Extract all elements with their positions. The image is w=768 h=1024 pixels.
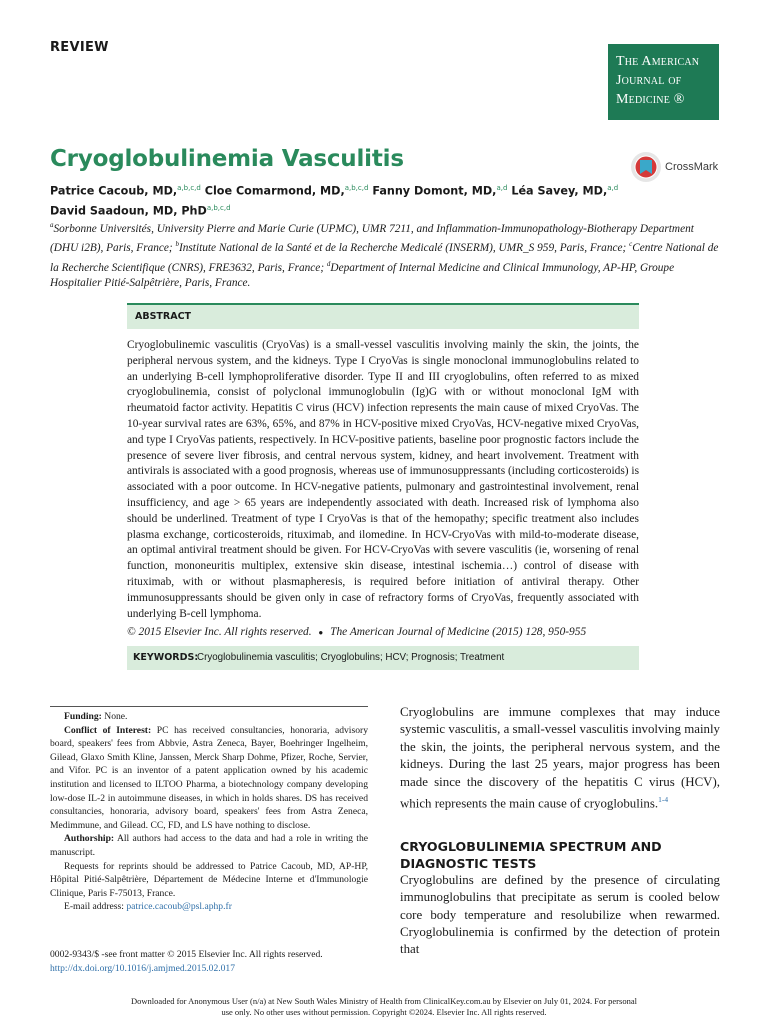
doi-link[interactable]: http://dx.doi.org/10.1016/j.amjmed.2015.02.017 xyxy=(50,962,236,974)
funding-label: Funding: xyxy=(64,711,102,722)
journal-logo-line-3: Medicine ® xyxy=(616,92,685,107)
journal-logo-line-1: The American xyxy=(616,54,700,69)
email-link[interactable]: patrice.cacoub@psl.aphp.fr xyxy=(126,901,232,913)
intro-paragraph xyxy=(400,704,720,813)
footnote-divider xyxy=(50,706,368,707)
affiliations xyxy=(50,218,722,292)
reference-link[interactable]: 1-4 xyxy=(658,795,669,805)
affil-sup: d xyxy=(326,259,331,268)
article-title: Cryoglobulinemia Vasculitis xyxy=(50,146,404,172)
affil-text: Sorbonne Universités, University Pierre and Marie Curie (UPMC), UMR 7211, and Inflammation-Immunopathology-Biotherapy Department (DHU i2B), Paris, France; xyxy=(50,222,694,255)
conflict-text: PC has received consultancies, honoraria, advisory board, speakers' fees from Abbvie, Astra Zeneca, Bayer, Boehringer Ingelheim, Gilead, Glaxo Smith Kline, Janssen, Merck Sharp Dohme, Pfizer, Roche, Servier, and Vifor. PC is an inventor of a patent application owned by his academic institution and licensed to ILTOO Pharma, a biotechnology company developing low-dose IL-2 in autoimmune diseases, in which in holds shares. DS has received consultancies, honoraria, advisory board, speakers' fees from Astra Zeneca, Medimmune, and Gilead. CC, FD, and LS have nothing to disclose. xyxy=(50,724,368,831)
issn-line: 0002-9343/$ -see front matter © 2015 Elsevier Inc. All rights reserved. xyxy=(50,949,323,960)
affil-text: Department of Internal Medicine and Clinical Immunology, AP-HP, Groupe Hospitalier Pitié-Salpêtrière, Paris, France. xyxy=(50,261,675,290)
abstract-header xyxy=(127,305,639,329)
footnotes xyxy=(50,710,368,914)
author-affil-sup: a,d xyxy=(607,184,619,192)
author-affil-sup: a,b,c,d xyxy=(344,184,369,192)
abstract-copyright-line xyxy=(127,626,639,638)
author-list xyxy=(50,180,720,219)
authorship-note xyxy=(50,832,368,859)
affil-sup: b xyxy=(175,240,179,249)
conflict-note xyxy=(50,724,368,833)
abstract-box xyxy=(127,303,639,641)
crossmark-badge[interactable] xyxy=(630,151,725,183)
authorship-text: All authors had access to the data and had a role in writing the manuscript. xyxy=(50,833,369,858)
section-paragraph: Cryoglobulins are defined by the presence of circulating immunoglobulins that precipitate as serum is cooled below core body temperature and resolubilize when rewarmed. Cryoglobulinemia is confirmed by the detection of protein that xyxy=(400,872,720,957)
author-name: Fanny Domont, MD, xyxy=(372,184,497,198)
affil-text: Institute National de la Santé et de la Recherche Medicalé (INSERM), UMR_S 959, Paris, France; xyxy=(179,242,627,255)
affil-text: Centre National de la Recherche Scientifique (CNRS), FRE3632, Paris, France; xyxy=(50,242,719,274)
journal-logo xyxy=(608,44,719,120)
author-name: Patrice Cacoub, MD, xyxy=(50,184,178,198)
keywords-bar xyxy=(127,646,639,670)
author-name: Cloe Comarmond, MD, xyxy=(204,184,345,198)
crossmark-label: CrossMark xyxy=(665,161,719,173)
intro-text: Cryoglobulins are immune complexes that may induce systemic vasculitis, a small-vessel vasculitis involving mainly the skin, the joints, the peripheral nervous system, and the kidneys. During the last 25 years, major progress has been made since the discovery of the hepatitis C virus (HCV), which represents the main cause of cryoglobulins. xyxy=(400,705,720,811)
bullet-separator: ● xyxy=(318,628,324,637)
author-affil-sup: a,d xyxy=(496,184,508,192)
funding-text: None. xyxy=(104,711,128,722)
journal-citation: The American Journal of Medicine (2015) 128, 950-955 xyxy=(330,626,587,638)
crossmark-icon xyxy=(630,151,662,183)
keywords-text: Cryoglobulinemia vasculitis; Cryoglobulins; HCV; Prognosis; Treatment xyxy=(197,652,505,663)
abstract-text: Cryoglobulinemic vasculitis (CryoVas) is a small-vessel vasculitis involving mainly the skin, the joints, the peripheral nervous system, and the kidneys. Type I CryoVas is single monoclonal immunoglobulins related to an underlying B-cell lymphoproliferative disorder. Type II and III cryoglobulins, often referred to as mixed cryoglobulinemia, consist of polyclonal immunoglobulin (Ig)G with or without monoclonal IgM with rheumatoid factor activity. Hepatitis C virus (HCV) infection represents the main cause of mixed CryoVas. The 10-year survival rates are 63%, 65%, and 87% in HCV-positive mixed CryoVas, HCV-negative mixed CryoVas, and type I CryoVas patients, respectively. In HCV-positive patients, baseline poor prognostic factors include the presence of severe liver fibrosis, and central nervous system, kidney, and heart involvement. Treatment with antivirals is associated with a good prognosis, whereas use of immunosuppressants (including corticosteroids) is associated with a poor outcome. In HCV-negative patients, pulmonary and gastrointestinal involvement, renal insufficiency, and age > 65 years are independently associated with death. Increased risk of lymphoma also should be underlined. Treatment of type I CryoVas is that of the hemopathy; specific treatment also includes plasma exchange, corticosteroids, rituximab, and ilomedine. In HCV-CryoVas with mild-to-moderate disease, an optimal antiviral treatment should be given. For HCV-CryoVas with severe vasculitis (ie, worsening of renal function, mononeuritis multiplex, extensive skin disease, intestinal ischemia…) control of disease with rituximab, with or without plasmapheresis, is required before initiation of antiviral therapy. Other immunosuppressants should be given only in case of refractory forms of CryoVas, frequently associated with underlying B-cell lymphoma. xyxy=(127,339,639,620)
email-label: E-mail address: xyxy=(64,901,124,913)
authorship-label: Authorship: xyxy=(64,833,115,845)
keywords-label: KEYWORDS: xyxy=(133,652,199,663)
copyright-text: © 2015 Elsevier Inc. All rights reserved. xyxy=(127,626,312,638)
download-note: Downloaded for Anonymous User (n/a) at New South Wales Ministry of Health from ClinicalKey.com.au by Elsevier on July 01, 2024. For personal use only. No other uses without permission. Copyright ©2024. Elsevier Inc. All rights reserved. xyxy=(131,996,637,1018)
funding-note xyxy=(50,710,368,724)
author-affil-sup: a,b,c,d xyxy=(206,203,231,212)
email-note xyxy=(50,900,368,914)
reprints-note: Requests for reprints should be addressed to Patrice Cacoub, MD, AP-HP, Hôpital Pitié-Salpêtrière, Département de Médecine Interne et d'Immunologie Clinique, Paris F-75013, France. xyxy=(50,860,368,899)
body-right-column xyxy=(400,704,720,959)
section-heading: CRYOGLOBULINEMIA SPECTRUM AND DIAGNOSTIC TESTS xyxy=(400,838,662,871)
affil-sup: a xyxy=(50,221,54,229)
front-matter xyxy=(50,948,323,976)
abstract-label: ABSTRACT xyxy=(135,311,192,322)
section-label: REVIEW xyxy=(50,40,109,55)
affil-sup: c xyxy=(629,240,633,249)
conflict-label: Conflict of Interest: xyxy=(64,724,152,736)
author-name: David Saadoun, MD, PhD xyxy=(50,204,207,218)
journal-logo-line-2: Journal of xyxy=(616,73,682,88)
author-affil-sup: a,b,c,d xyxy=(177,184,201,192)
author-name: Léa Savey, MD, xyxy=(511,184,608,198)
